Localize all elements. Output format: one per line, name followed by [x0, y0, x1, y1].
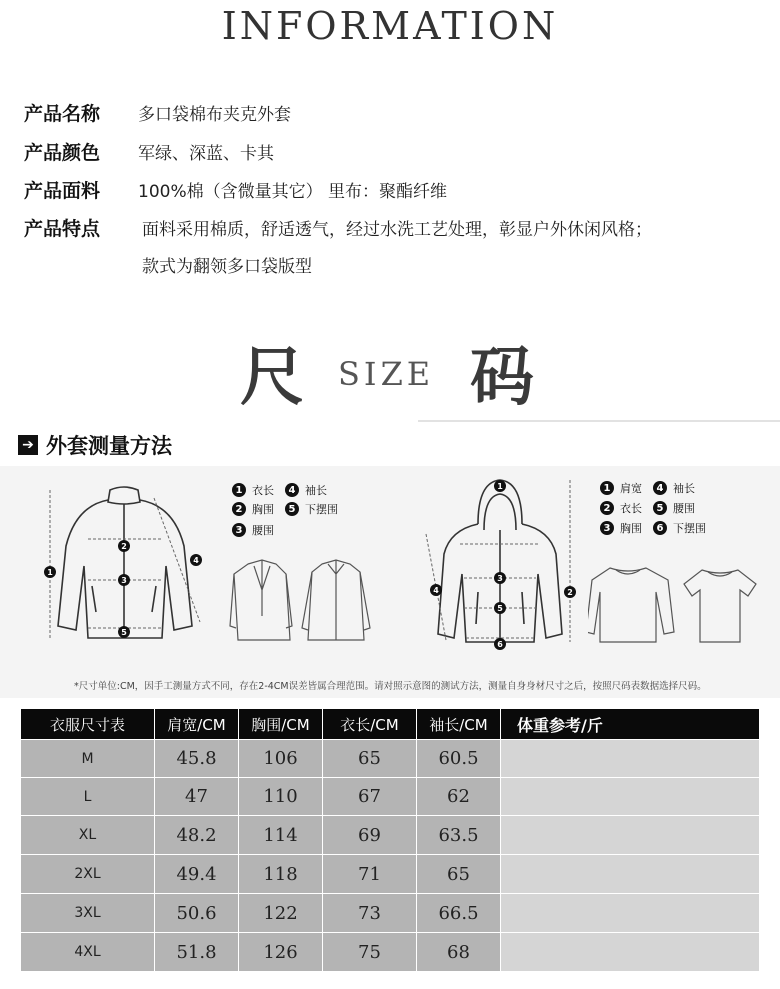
size-cell: L	[21, 778, 155, 816]
header-length: 衣长/CM	[323, 709, 417, 740]
legend-number: 2	[232, 502, 246, 516]
header-weight: 体重参考/斤	[501, 709, 760, 740]
table-header-row	[21, 709, 760, 740]
legend-item	[285, 501, 338, 517]
info-label: 产品颜色	[24, 141, 101, 164]
divider-line	[418, 420, 780, 422]
info-row-features	[24, 212, 652, 242]
chest-cell: 114	[239, 816, 323, 855]
legend-number: 2	[600, 501, 614, 515]
legend-number: 1	[600, 481, 614, 495]
legend-item	[232, 522, 274, 538]
chest-cell: 118	[239, 855, 323, 894]
info-row-features-cont	[24, 249, 312, 279]
legend-text: 腰围	[252, 524, 274, 537]
section-header	[18, 430, 172, 460]
shoulder-cell: 49.4	[155, 855, 239, 894]
info-value: 面料采用棉质，舒适透气，经过水洗工艺处理，彰显户外休闲风格；	[142, 219, 652, 240]
legend-item	[600, 520, 642, 536]
shoulder-cell: 50.6	[155, 894, 239, 933]
table-row	[21, 855, 760, 894]
length-cell: 71	[323, 855, 417, 894]
measurement-note: *尺寸单位:CM，因手工测量方式不同，存在2-4CM误差皆属合理范围。请对照示意图的测试方法，测量自身身材尺寸之后，按照尺码表数据选择尺码。	[74, 681, 707, 692]
weight-cell	[501, 855, 760, 894]
hoodie-measure-illustration	[420, 474, 590, 654]
svg-text:5: 5	[121, 628, 127, 637]
table-row	[21, 933, 760, 972]
legend-text: 衣长	[620, 502, 642, 515]
chest-cell: 110	[239, 778, 323, 816]
jacket-measure-illustration	[36, 476, 216, 654]
size-cell: 2XL	[21, 855, 155, 894]
info-value: 100%棉（含微量其它） 里布：聚酯纤维	[138, 181, 448, 202]
sleeve-cell: 60.5	[417, 740, 501, 778]
legend-item	[653, 500, 695, 516]
legend-item	[232, 482, 274, 498]
weight-cell	[501, 740, 760, 778]
legend-item	[600, 500, 642, 516]
length-cell: 67	[323, 778, 417, 816]
weight-cell	[501, 778, 760, 816]
table-row	[21, 816, 760, 855]
size-heading-eng: SIZE	[338, 355, 435, 393]
measurement-diagram	[0, 466, 780, 698]
legend-text: 袖长	[305, 484, 327, 497]
chest-cell: 122	[239, 894, 323, 933]
legend-number: 4	[653, 481, 667, 495]
shoulder-cell: 48.2	[155, 816, 239, 855]
size-table	[20, 708, 760, 972]
svg-text:5: 5	[497, 604, 503, 613]
table-row	[21, 740, 760, 778]
info-value: 多口袋棉布夹克外套	[138, 104, 291, 125]
sleeve-cell: 68	[417, 933, 501, 972]
legend-text: 肩宽	[620, 482, 642, 495]
svg-text:2: 2	[121, 542, 127, 551]
legend-number: 5	[285, 502, 299, 516]
header-shoulder: 肩宽/CM	[155, 709, 239, 740]
sleeve-cell: 63.5	[417, 816, 501, 855]
size-cell: M	[21, 740, 155, 778]
legend-text: 胸围	[252, 503, 274, 516]
size-cell: XL	[21, 816, 155, 855]
legend-item	[600, 480, 642, 496]
legend-number: 3	[600, 521, 614, 535]
weight-cell	[501, 894, 760, 933]
legend-item	[653, 480, 695, 496]
weight-cell	[501, 933, 760, 972]
shoulder-cell: 45.8	[155, 740, 239, 778]
chest-cell: 126	[239, 933, 323, 972]
arrow-right-icon: ➔	[18, 435, 38, 455]
size-cell: 4XL	[21, 933, 155, 972]
legend-item	[285, 482, 327, 498]
info-row-fabric	[24, 174, 447, 204]
legend-number: 4	[285, 483, 299, 497]
svg-text:4: 4	[193, 556, 199, 565]
info-label: 产品名称	[24, 102, 101, 125]
size-heading-chi-2: 码	[470, 341, 534, 415]
length-cell: 75	[323, 933, 417, 972]
header-chest: 胸围/CM	[239, 709, 323, 740]
information-title: INFORMATION	[221, 4, 559, 48]
legend-text: 胸围	[620, 522, 642, 535]
size-cell: 3XL	[21, 894, 155, 933]
chest-cell: 106	[239, 740, 323, 778]
table-row	[21, 894, 760, 933]
sleeve-cell: 62	[417, 778, 501, 816]
shoulder-cell: 47	[155, 778, 239, 816]
sweater-tee-sketch	[588, 562, 760, 646]
shoulder-cell: 51.8	[155, 933, 239, 972]
svg-text:3: 3	[497, 574, 503, 583]
header-sleeve: 袖长/CM	[417, 709, 501, 740]
svg-text:3: 3	[121, 576, 127, 585]
length-cell: 73	[323, 894, 417, 933]
legend-item	[232, 501, 274, 517]
legend-text: 下摆围	[673, 522, 706, 535]
legend-text: 下摆围	[305, 503, 338, 516]
length-cell: 69	[323, 816, 417, 855]
legend-number: 6	[653, 521, 667, 535]
length-cell: 65	[323, 740, 417, 778]
legend-number: 5	[653, 501, 667, 515]
header-size: 衣服尺寸表	[21, 709, 155, 740]
info-row-name	[24, 97, 291, 127]
svg-text:2: 2	[567, 588, 573, 597]
blazer-shirt-sketch	[228, 556, 388, 648]
info-row-color	[24, 136, 274, 166]
legend-number: 1	[232, 483, 246, 497]
svg-text:1: 1	[497, 482, 503, 491]
legend-text: 袖长	[673, 482, 695, 495]
size-heading-chi-1: 尺	[240, 341, 304, 415]
svg-text:6: 6	[497, 640, 503, 649]
legend-number: 3	[232, 523, 246, 537]
legend-text: 衣长	[252, 484, 274, 497]
info-label: 产品特点	[24, 217, 101, 240]
table-row	[21, 778, 760, 816]
sleeve-cell: 66.5	[417, 894, 501, 933]
info-value: 款式为翻领多口袋版型	[142, 256, 312, 277]
legend-item	[653, 520, 706, 536]
section-title: 外套测量方法	[46, 434, 172, 458]
legend-text: 腰围	[673, 502, 695, 515]
info-label: 产品面料	[24, 179, 101, 202]
svg-text:1: 1	[47, 568, 53, 577]
info-value: 军绿、深蓝、卡其	[138, 143, 274, 164]
sleeve-cell: 65	[417, 855, 501, 894]
svg-text:4: 4	[433, 586, 439, 595]
weight-cell	[501, 816, 760, 855]
